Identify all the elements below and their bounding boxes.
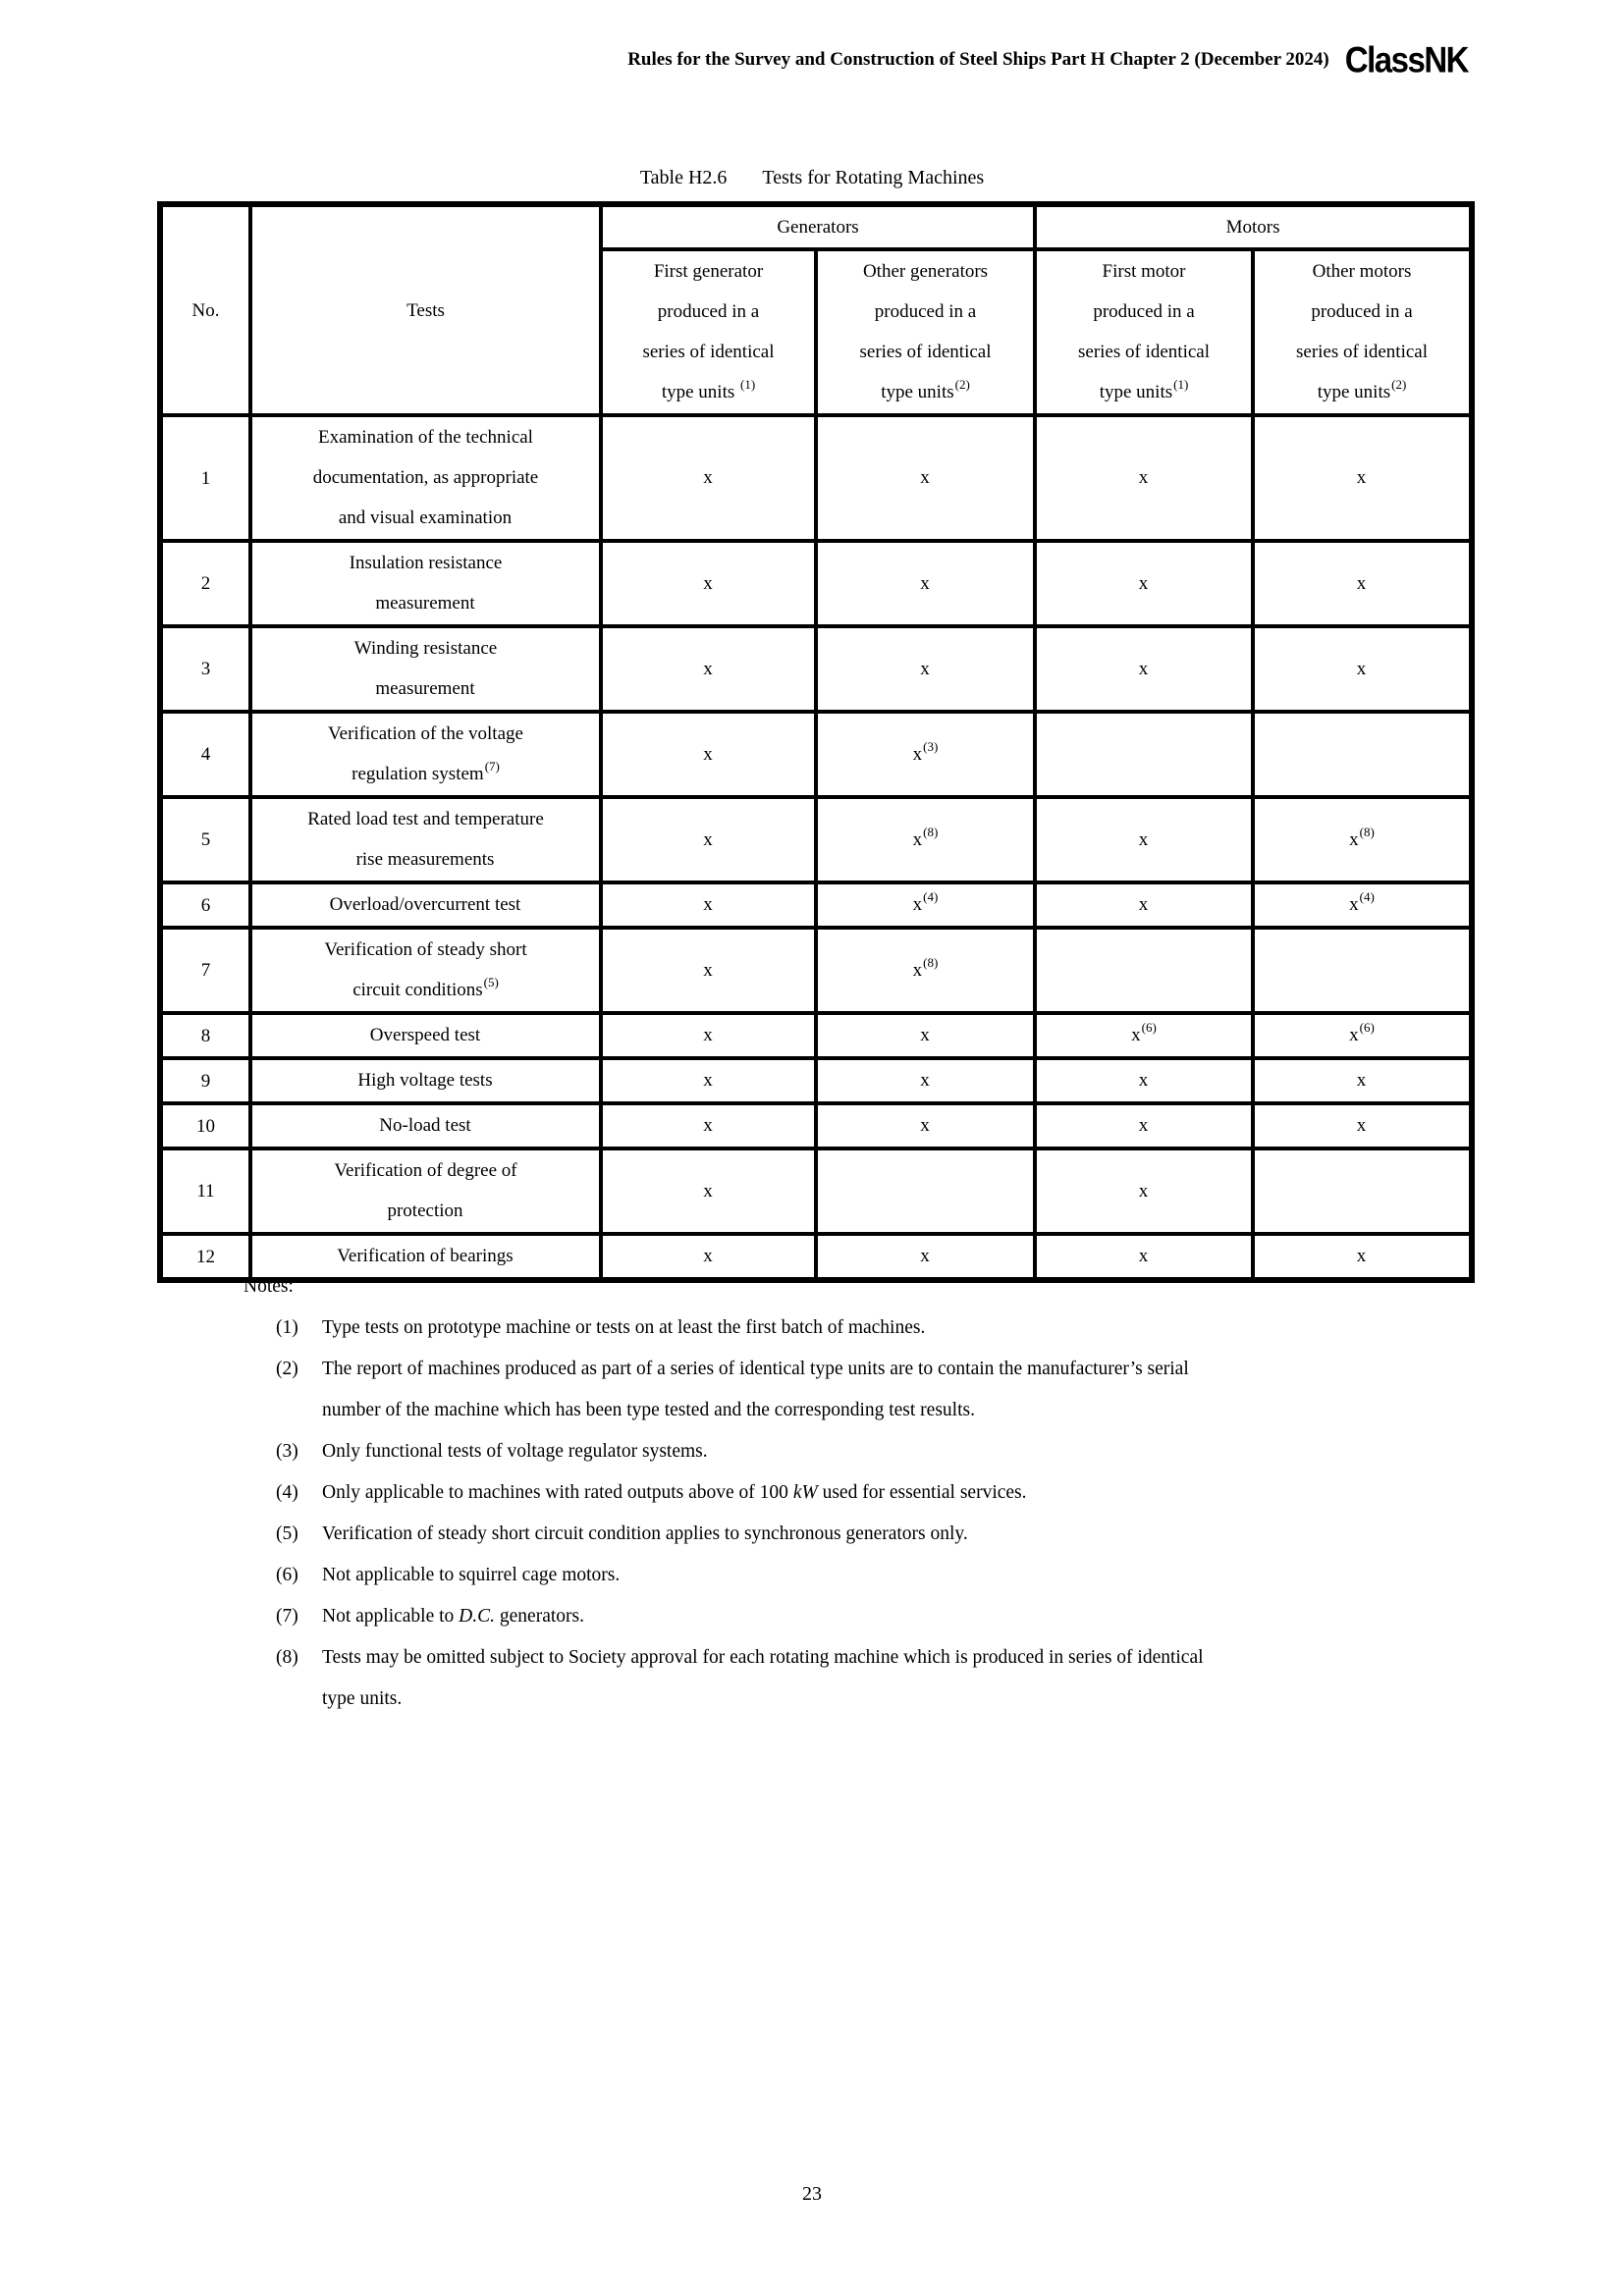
- table-caption-label: Table H2.6: [639, 167, 728, 188]
- mark: x: [1138, 1115, 1149, 1136]
- table-row: [160, 1013, 1472, 1058]
- mark: x: [1131, 1025, 1141, 1045]
- mark-cell: [1253, 1058, 1472, 1103]
- mark-cell: [816, 928, 1035, 1013]
- mark-cell: [601, 712, 816, 797]
- test-name-cell: [250, 1148, 601, 1234]
- test-name: No-load test: [379, 1115, 471, 1136]
- footnote-ref: (4): [923, 889, 939, 904]
- mark: x: [1138, 894, 1149, 915]
- test-name: Verification of the voltage regulation system: [328, 723, 523, 784]
- table-caption-title: Tests for Rotating Machines: [762, 167, 985, 188]
- mark: x: [703, 1115, 713, 1136]
- mark-cell: [1035, 882, 1253, 928]
- mark: x: [1349, 894, 1359, 915]
- mark: x: [920, 1246, 930, 1266]
- note-item: [276, 1308, 1481, 1349]
- note-marker: (7): [276, 1606, 298, 1627]
- mark: x: [703, 467, 713, 488]
- mark-cell: [1035, 1013, 1253, 1058]
- mark: x: [703, 1180, 713, 1201]
- row-number: 7: [160, 928, 250, 1013]
- mark-cell: [816, 1013, 1035, 1058]
- test-name-cell: [250, 882, 601, 928]
- note-text: The report of machines produced as part of a series of identical type units are to contain the manufacturer’s serial number of the machine which has been type tested and the corresponding test results.: [322, 1359, 1189, 1420]
- mark-cell: [1035, 928, 1253, 1013]
- note-text-part: used for essential services.: [817, 1482, 1027, 1503]
- note-text: Tests may be omitted subject to Society approval for each rotating machine which is produced in series of identical type units.: [322, 1647, 1204, 1709]
- table-row: [160, 541, 1472, 626]
- mark: x: [1138, 467, 1149, 488]
- mark: x: [1138, 658, 1149, 679]
- row-number: 12: [160, 1234, 250, 1280]
- mark-cell: [816, 1058, 1035, 1103]
- mark-cell: [1035, 712, 1253, 797]
- mark: x: [703, 828, 713, 850]
- mark: x: [703, 959, 713, 981]
- note-text: Type tests on prototype machine or tests on at least the first batch of machines.: [322, 1317, 926, 1338]
- test-name-cell: [250, 1013, 601, 1058]
- mark-cell: [1253, 1013, 1472, 1058]
- note-item: [276, 1431, 1481, 1472]
- note-marker: (1): [276, 1317, 298, 1338]
- page-number: 23: [802, 2183, 822, 2205]
- mark: x: [1349, 1025, 1359, 1045]
- header-group-generators: Generators: [601, 204, 1035, 249]
- footnote-ref: (8): [923, 824, 939, 839]
- test-name: Rated load test and temperature rise measurements: [307, 809, 544, 870]
- mark-cell: [601, 882, 816, 928]
- mark-cell: [601, 928, 816, 1013]
- mark-cell: [1253, 712, 1472, 797]
- mark: x: [703, 743, 713, 765]
- note-marker: (3): [276, 1441, 298, 1462]
- mark: x: [912, 959, 923, 981]
- mark-cell: [1035, 1103, 1253, 1148]
- mark: x: [1356, 658, 1367, 679]
- footnote-ref: (7): [484, 759, 500, 774]
- notes-heading: Notes:: [244, 1276, 294, 1297]
- mark: x: [1356, 1115, 1367, 1136]
- note-text: [322, 1472, 1481, 1514]
- mark-cell: [1253, 928, 1472, 1013]
- mark-cell: [601, 626, 816, 712]
- test-name: Verification of bearings: [337, 1246, 514, 1266]
- note-marker: (6): [276, 1565, 298, 1585]
- test-name: Verification of degree of protection: [334, 1160, 517, 1221]
- header-first-motor: [1035, 249, 1253, 415]
- mark-cell: [816, 1103, 1035, 1148]
- note-item: [276, 1596, 1481, 1637]
- mark: x: [920, 467, 930, 488]
- table-row: [160, 626, 1472, 712]
- table-row: [160, 928, 1472, 1013]
- mark: x: [703, 658, 713, 679]
- note-item: [276, 1349, 1481, 1431]
- header-first-generator-text: First generator produced in a series of identical type units: [642, 261, 775, 402]
- mark: x: [1356, 1246, 1367, 1266]
- mark-cell: [1253, 797, 1472, 882]
- table-row: [160, 415, 1472, 541]
- row-number: 3: [160, 626, 250, 712]
- row-number: 2: [160, 541, 250, 626]
- note-item: [276, 1637, 1481, 1720]
- footnote-ref: (2): [1391, 377, 1407, 392]
- mark-cell: [601, 415, 816, 541]
- mark-cell: [1035, 626, 1253, 712]
- mark-cell: [816, 712, 1035, 797]
- mark-cell: [1035, 1058, 1253, 1103]
- footnote-ref: (6): [1359, 1020, 1375, 1035]
- mark-cell: [816, 797, 1035, 882]
- mark: x: [920, 572, 930, 594]
- mark: x: [703, 1246, 713, 1266]
- test-name: Insulation resistance measurement: [349, 553, 503, 614]
- mark-cell: [816, 415, 1035, 541]
- table-row: [160, 1148, 1472, 1234]
- mark: x: [920, 1070, 930, 1091]
- mark-cell: [1253, 882, 1472, 928]
- table-caption: [0, 167, 1624, 189]
- mark-cell: [601, 1148, 816, 1234]
- mark: x: [1349, 828, 1359, 850]
- mark: x: [920, 1025, 930, 1045]
- test-name-cell: [250, 712, 601, 797]
- header-other-generators-text: Other generators produced in a series of identical type units: [859, 261, 992, 402]
- note-text: [322, 1596, 1481, 1637]
- mark-cell: [1253, 541, 1472, 626]
- note-marker: (2): [276, 1359, 298, 1379]
- note-marker: (8): [276, 1647, 298, 1668]
- row-number: 10: [160, 1103, 250, 1148]
- table-row: [160, 1058, 1472, 1103]
- mark-cell: [1035, 415, 1253, 541]
- note-text: Only functional tests of voltage regulator systems.: [322, 1441, 708, 1462]
- table-row: [160, 712, 1472, 797]
- note-text: Not applicable to squirrel cage motors.: [322, 1565, 621, 1585]
- test-name-cell: [250, 797, 601, 882]
- row-number: 1: [160, 415, 250, 541]
- row-number: 8: [160, 1013, 250, 1058]
- mark: x: [1356, 467, 1367, 488]
- test-name-cell: [250, 1058, 601, 1103]
- mark-cell: [816, 541, 1035, 626]
- row-number: 11: [160, 1148, 250, 1234]
- mark: x: [920, 658, 930, 679]
- running-header: [627, 38, 1468, 80]
- mark: x: [1138, 1180, 1149, 1201]
- header-first-generator: [601, 249, 816, 415]
- mark-cell: [1253, 1148, 1472, 1234]
- header-first-motor-text: First motor produced in a series of identical type units: [1078, 261, 1211, 402]
- mark-cell: [601, 1103, 816, 1148]
- test-name: Overload/overcurrent test: [329, 894, 521, 915]
- mark-cell: [816, 882, 1035, 928]
- note-text-part: Only applicable to machines with rated outputs above of 100: [322, 1482, 793, 1503]
- test-name-cell: [250, 1103, 601, 1148]
- note-text: Verification of steady short circuit condition applies to synchronous generators only.: [322, 1523, 968, 1544]
- test-name-cell: [250, 928, 601, 1013]
- footnote-ref: (1): [740, 377, 756, 392]
- classnk-logo: ClassNK: [1344, 38, 1468, 80]
- table-row: [160, 797, 1472, 882]
- note-text-part: Not applicable to: [322, 1606, 460, 1627]
- note-item: [276, 1514, 1481, 1555]
- mark: x: [912, 828, 923, 850]
- note-marker: (5): [276, 1523, 298, 1544]
- test-name: High voltage tests: [357, 1070, 493, 1091]
- test-name-cell: [250, 415, 601, 541]
- row-number: 4: [160, 712, 250, 797]
- footnote-ref: (1): [1173, 377, 1189, 392]
- mark-cell: [601, 1013, 816, 1058]
- row-number: 6: [160, 882, 250, 928]
- test-name: Overspeed test: [369, 1025, 481, 1045]
- document-title: Rules for the Survey and Construction of Steel Ships Part H Chapter 2 (December 2024): [627, 49, 1329, 70]
- table-row: [160, 882, 1472, 928]
- table-header-group-row: [160, 204, 1472, 249]
- header-no: No.: [160, 204, 250, 415]
- mark: x: [1138, 1246, 1149, 1266]
- header-other-generators: [816, 249, 1035, 415]
- note-marker: (4): [276, 1482, 298, 1503]
- mark-cell: [1253, 626, 1472, 712]
- mark-cell: [601, 541, 816, 626]
- footnote-ref: (6): [1141, 1020, 1157, 1035]
- row-number: 5: [160, 797, 250, 882]
- mark: x: [920, 1115, 930, 1136]
- header-group-motors: Motors: [1035, 204, 1472, 249]
- footnote-ref: (5): [483, 975, 499, 989]
- footnote-ref: (3): [923, 738, 939, 754]
- footnote-ref: (8): [923, 954, 939, 970]
- mark-cell: [1253, 415, 1472, 541]
- mark: x: [703, 572, 713, 594]
- test-name-cell: [250, 541, 601, 626]
- note-text-italic: D.C.: [459, 1606, 496, 1627]
- test-name: Examination of the technical documentation, as appropriate and visual examination: [312, 427, 539, 528]
- mark: x: [1138, 1070, 1149, 1091]
- note-text-italic: kW: [792, 1482, 818, 1503]
- mark: x: [1356, 572, 1367, 594]
- mark-cell: [1035, 541, 1253, 626]
- mark-cell: [816, 1148, 1035, 1234]
- mark-cell: [816, 626, 1035, 712]
- table-row: [160, 1103, 1472, 1148]
- mark: x: [912, 743, 923, 765]
- mark-cell: [1253, 1103, 1472, 1148]
- tests-for-rotating-machines-table: [157, 201, 1475, 1283]
- mark-cell: [601, 1058, 816, 1103]
- mark: x: [703, 1070, 713, 1091]
- test-name: Winding resistance measurement: [353, 638, 498, 699]
- mark: x: [703, 1025, 713, 1045]
- mark: x: [912, 894, 923, 915]
- test-name-cell: [250, 626, 601, 712]
- footnote-ref: (4): [1359, 889, 1375, 904]
- footnote-ref: (8): [1359, 824, 1375, 839]
- note-item: [276, 1472, 1481, 1514]
- header-other-motors: [1253, 249, 1472, 415]
- mark: x: [1356, 1070, 1367, 1091]
- mark: x: [1138, 828, 1149, 850]
- footnote-ref: (2): [954, 377, 970, 392]
- mark-cell: [1035, 1148, 1253, 1234]
- note-item: [276, 1555, 1481, 1596]
- header-other-motors-text: Other motors produced in a series of identical type units: [1296, 261, 1429, 402]
- header-tests: Tests: [250, 204, 601, 415]
- mark: x: [703, 894, 713, 915]
- row-number: 9: [160, 1058, 250, 1103]
- note-text-part: generators.: [495, 1606, 584, 1627]
- mark-cell: [601, 797, 816, 882]
- mark-cell: [1035, 797, 1253, 882]
- mark: x: [1138, 572, 1149, 594]
- notes-section: [244, 1266, 1481, 1720]
- test-name: Verification of steady short circuit conditions: [324, 939, 527, 1000]
